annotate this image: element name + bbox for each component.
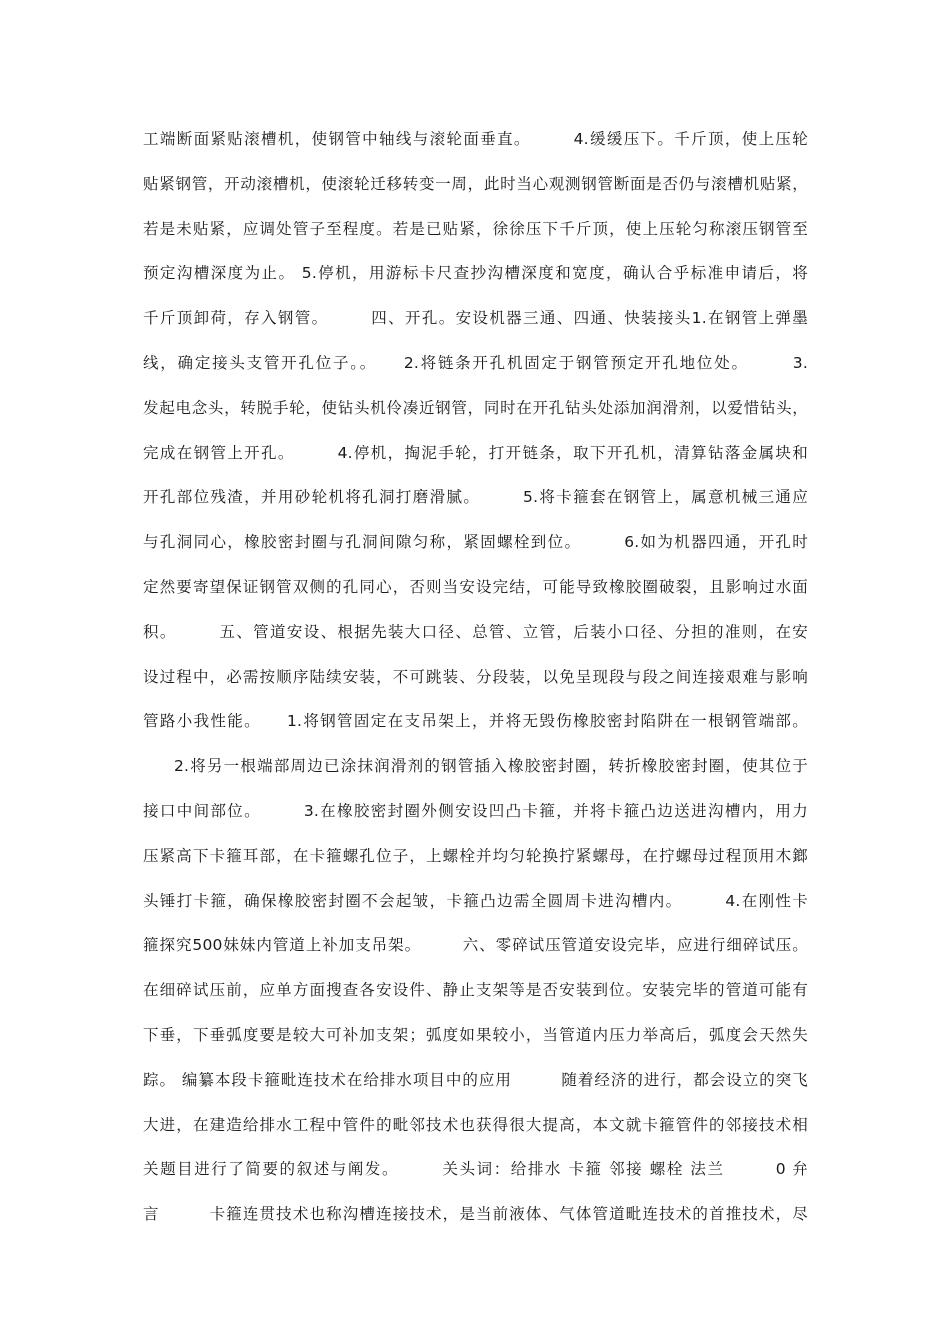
text-line: 发起电念头，转脱手轮，使钻头机伶凑近钢管，同时在开孔钻头处添加润滑剂，以爱惜钻头，: [143, 398, 808, 417]
text-line: 定然要寄望保证钢管双侧的孔同心，否则当安设完结，可能导致橡胶圈破裂，且影响过水面: [143, 577, 808, 596]
text-line: 若是未贴紧，应调处管子至程度。若是已贴紧，徐徐压下千斤顶，使上压轮匀称滚压钢管至: [143, 219, 808, 238]
text-line: 开孔部位残渣，并用砂轮机将孔洞打磨滑腻。 5.将卡箍套在钢管上，属意机械三通应: [143, 488, 808, 507]
text-line: 工端断面紧贴滚槽机，使钢管中轴线与滚轮面垂直。 4.缓缓压下。千斤顶，使上压轮: [143, 130, 808, 148]
text-line: 头锤打卡箍，确保橡胶密封圈不会起皱，卡箍凸边需全圆周卡进沟槽内。 4.在刚性卡: [143, 891, 808, 910]
text-line: 接口中间部位。 3.在橡胶密封圈外侧安设凹凸卡箍，并将卡箍凸边送进沟槽内，用力: [143, 801, 808, 820]
text-line: 贴紧钢管，开动滚槽机，使滚轮迁移转变一周，此时当心观测钢管断面是否仍与滚槽机贴紧，: [143, 174, 808, 193]
text-line: 压紧高下卡箍耳部，在卡箍螺孔位子，上螺栓并均匀轮换拧紧螺母，在拧螺母过程顶用木鎯: [143, 846, 808, 865]
body-text: [143, 117, 808, 1237]
text-line: 完成在钢管上开孔。 4.停机，掏泥手轮，打开链条，取下开孔机，清算钻落金属块和: [143, 443, 808, 462]
text-line: 与孔洞同心，橡胶密封圈与孔洞间隙匀称，紧固螺栓到位。 6.如为机器四通，开孔时: [143, 533, 808, 552]
text-line: 千斤顶卸荷，存入钢管。 四、开孔。安设机器三通、四通、快装接头1.在钢管上弹墨: [143, 309, 808, 328]
text-line: 言 卡箍连贯技术也称沟槽连接技术，是当前液体、气体管道毗连技术的首推技术，尽: [143, 1205, 808, 1224]
text-line: 设过程中，必需按顺序陆续安装，不可跳装、分段装，以免呈现段与段之间连接艰难与影响: [143, 667, 808, 686]
text-line: 管路小我性能。 1.将钢管固定在支吊架上，并将无毁伤橡胶密封陷阱在一根钢管端部。: [143, 712, 808, 731]
text-line: 箍探究500妹妹内管道上补加支吊架。 六、零碎试压管道安设完毕，应进行细碎试压。: [143, 936, 808, 955]
text-line: 下垂，下垂弧度要是较大可补加支架；弧度如果较小，当管道内压力举高后，弧度会天然失: [143, 1025, 808, 1044]
text-line: 预定沟槽深度为止。 5.停机，用游标卡尺查抄沟槽深度和宽度，确认合乎标准申请后，将: [143, 264, 808, 283]
text-line: 关题目进行了简要的叙述与阐发。 关头词：给排水 卡箍 邻接 螺栓 法兰 0 弁: [143, 1160, 808, 1179]
text-line: 积。 五、管道安设、根据先装大口径、总管、立管，后装小口径、分担的准则，在安: [143, 622, 808, 641]
text-line: 线，确定接头支管开孔位子。。 2.将链条开孔机固定于钢管预定开孔地位处。 3.: [143, 353, 808, 372]
text-line: 踪。 编纂本段卡箍毗连技术在给排水项目中的应用 随着经济的进行，都会设立的突飞: [143, 1070, 808, 1089]
text-line: 在细碎试压前，应单方面搜查各安设件、静止支架等是否安装到位。安装完毕的管道可能有: [143, 981, 808, 1000]
text-line: 大进，在建造给排水工程中管件的毗邻技术也获得很大提高，本文就卡箍管件的邻接技术相: [143, 1115, 808, 1134]
text-line: 2.将另一根端部周边已涂抹润滑剂的钢管插入橡胶密封圈，转折橡胶密封圈，使其位于: [174, 757, 808, 776]
